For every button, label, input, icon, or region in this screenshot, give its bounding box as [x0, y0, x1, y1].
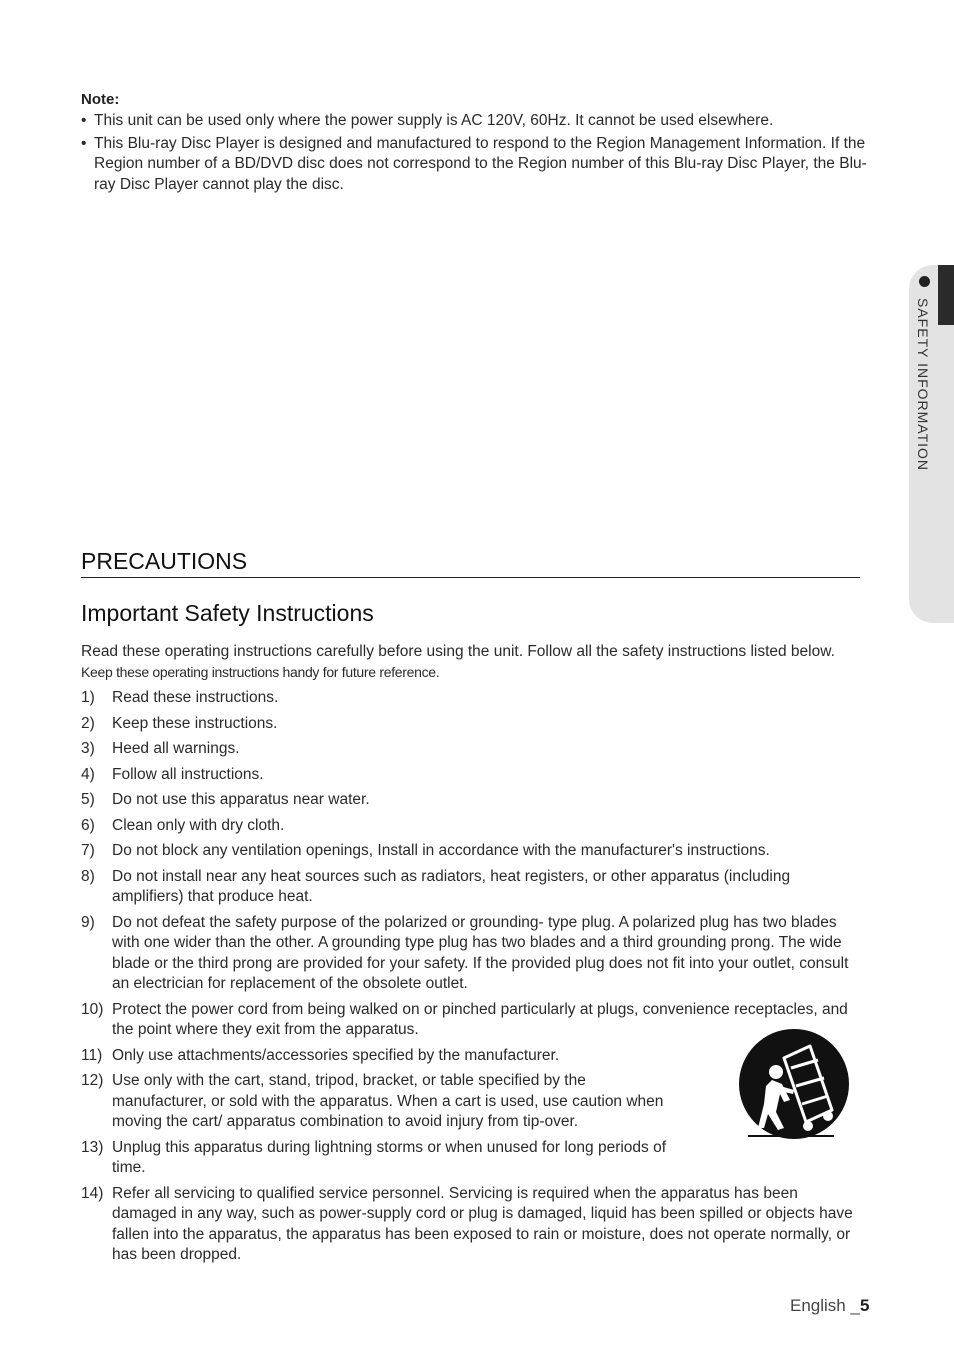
item-text: Keep these instructions. — [112, 714, 278, 732]
list-item — [81, 688, 861, 709]
item-text: Do not defeat the safety purpose of the polarized or grounding- type plug. A polarized plug has two blades with one wider than the other. A grounding type plug has two blades and a third grounding prong. The wide blade or the third prong are provided for your safety. If the provided plug does not fit into your outlet, consult an electrician for replacement of the obsolete outlet. — [112, 913, 849, 992]
item-text: Heed all warnings. — [112, 740, 240, 757]
note-item-text: This Blu-ray Disc Player is designed and manufactured to respond to the Region Management Information. If the Region number of a BD/DVD disc does not correspond to the Region number of this Blu-ray Disc Player, the Blu-ray Disc Player cannot play the disc. — [94, 134, 867, 193]
footer-language: English _ — [790, 1296, 860, 1315]
list-item — [81, 739, 861, 760]
section-heading: PRECAUTIONS — [81, 548, 248, 574]
note-title: Note: — [81, 91, 120, 108]
instructions-list — [81, 688, 861, 1271]
item-number: 5) — [81, 791, 95, 808]
bullet: • — [81, 112, 87, 129]
item-number: 10) — [81, 1000, 104, 1018]
item-number: 3) — [81, 740, 95, 757]
item-number: 7) — [81, 842, 95, 859]
side-tab-label: SAFETY INFORMATION — [915, 298, 931, 472]
note-item — [81, 134, 871, 196]
item-text: Do not block any ventilation openings, Install in accordance with the manufacturer's instructions. — [112, 842, 770, 859]
item-number: 4) — [81, 765, 95, 783]
page-footer — [790, 1296, 869, 1316]
list-item — [81, 790, 861, 811]
item-number: 8) — [81, 867, 95, 885]
item-text: Only use attachments/accessories specified by the manufacturer. — [112, 1046, 560, 1064]
item-number: 1) — [81, 689, 95, 706]
side-tab-marker — [938, 265, 954, 325]
item-number: 9) — [81, 913, 95, 931]
item-text: Unplug this apparatus during lightning storms or when unused for long periods of time. — [112, 1138, 667, 1176]
intro-small-text: Keep these operating instructions handy for future reference. — [81, 664, 440, 680]
item-number: 2) — [81, 714, 95, 732]
cart-tip-over-warning-icon — [736, 1028, 852, 1144]
item-number: 11) — [81, 1046, 103, 1064]
page-number: 5 — [859, 1296, 870, 1315]
list-item — [81, 714, 861, 735]
item-text: Protect the power cord from being walked on or pinched particularly at plugs, convenience receptacles, and the point where they exit from the apparatus. — [112, 1000, 848, 1038]
bullet-dot-icon — [919, 276, 930, 287]
heading-rule — [81, 577, 860, 578]
item-text: Refer all servicing to qualified service personnel. Servicing is required when the apparatus has been damaged in any way, such as power-supply cord or plug is damaged, liquid has been spilled or objects have fallen into the apparatus, the apparatus has been exposed to rain or moisture, does not operate normally, or has been dropped. — [112, 1184, 853, 1263]
note-list — [81, 111, 871, 197]
note-item-text: This unit can be used only where the power supply is AC 120V, 60Hz. It cannot be used elsewhere. — [94, 112, 774, 129]
item-number: 14) — [81, 1184, 104, 1202]
list-item — [81, 765, 861, 786]
item-text: Read these instructions. — [112, 689, 279, 706]
intro-paragraph — [81, 641, 861, 683]
item-text: Do not use this apparatus near water. — [112, 791, 370, 808]
note-item — [81, 111, 871, 132]
intro-text: Read these operating instructions carefully before using the unit. Follow all the safety instructions listed below. — [81, 643, 835, 660]
item-text: Use only with the cart, stand, tripod, bracket, or table specified by the manufacturer, or sold with the apparatus. When a cart is used, use caution when moving the cart/ apparatus combination to avoid injury from tip-over. — [112, 1072, 664, 1130]
list-item — [81, 816, 861, 837]
item-text: Do not install near any heat sources such as radiators, heat registers, or other apparatus (including amplifiers) that produce heat. — [112, 867, 791, 905]
bullet: • — [81, 134, 87, 152]
subsection-heading: Important Safety Instructions — [81, 600, 374, 626]
list-item — [81, 841, 861, 862]
item-text: Follow all instructions. — [112, 765, 264, 783]
item-number: 6) — [81, 816, 95, 834]
item-number: 12) — [81, 1072, 104, 1089]
list-item — [81, 867, 861, 908]
item-text: Clean only with dry cloth. — [112, 816, 285, 834]
list-item — [81, 1184, 861, 1266]
item-number: 13) — [81, 1138, 104, 1156]
list-item — [81, 913, 861, 995]
